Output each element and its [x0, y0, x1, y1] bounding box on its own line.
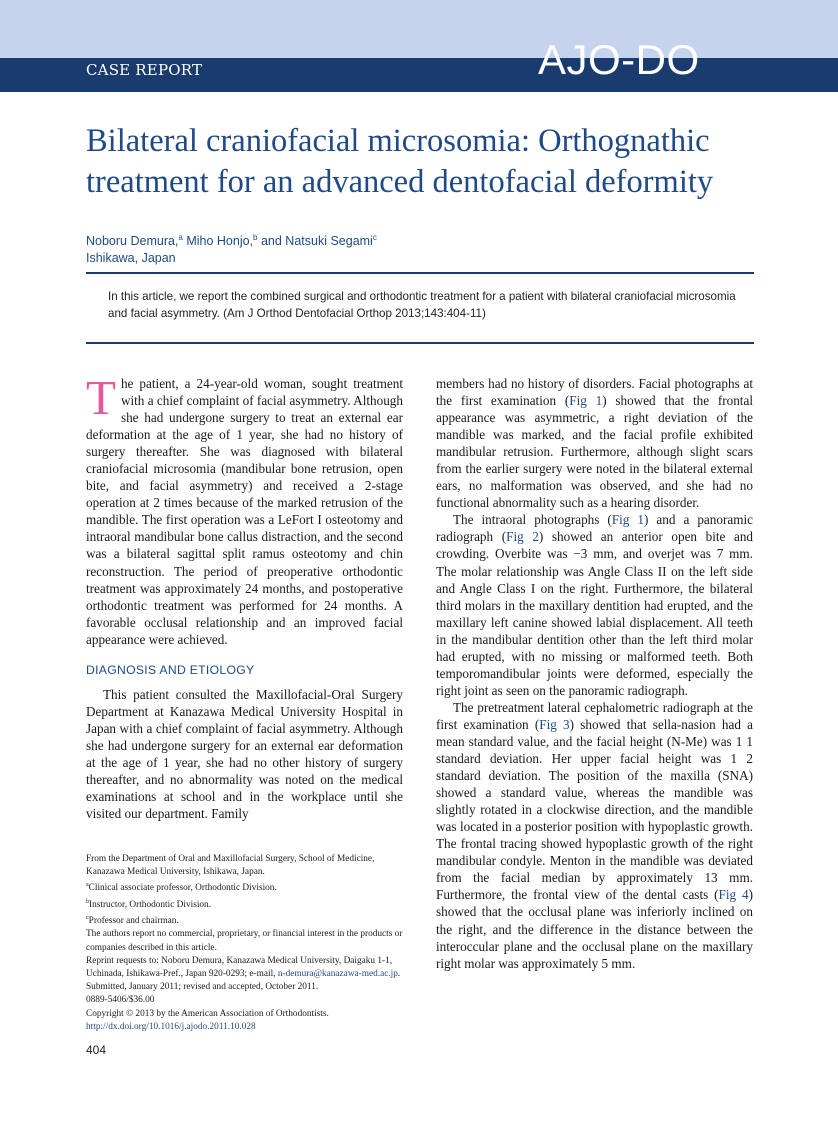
- footnote-c: [86, 912, 404, 928]
- footnote-conflict: The authors report no commercial, proprietary, or financial interest in the products or companies described in this article.: [86, 929, 403, 953]
- body-text: The intraoral photographs (: [453, 512, 612, 528]
- drop-cap: T: [86, 370, 116, 425]
- figure-link[interactable]: Fig 3: [539, 716, 570, 732]
- figure-link[interactable]: Fig 1: [569, 393, 603, 409]
- footnote-text: Instructor, Orthodontic Division.: [89, 899, 212, 910]
- body-text: ) showed that the occlusal plane was inferiorly inclined on the right, and the difference in the distance between the interoccular plane and the occlusal plane on the maxillary right molar was approximately 5 mm.: [436, 887, 753, 971]
- footnote-text: .: [397, 968, 401, 979]
- footnote-copyright: Copyright © 2013 by the American Association of Orthodontists.: [86, 1008, 329, 1019]
- abstract: In this article, we report the combined surgical and orthodontic treatment for a patient with bilateral craniofacial microsomia and facial asymmetry. (Am J Orthod Dentofacial Orthop 2013;143:404-11): [108, 290, 736, 320]
- left-column: [86, 370, 403, 822]
- figure-link[interactable]: Fig 4: [718, 887, 749, 903]
- author-name: and Natsuki Segami: [257, 234, 373, 249]
- body-text: ) showed that sella-nasion had a mean standard value, and the facial height (N-Me) was 1 1 standard deviation. Her upper facial height was 1 2 standard deviation. The position of the maxilla (SNA) showed a standard value, whereas the mandible was slightly rotated in a clockwise direction, and the mandible was located in a posterior position with hypoplastic growth. The frontal tracing showed hypoplastic growth of the right mandibular condyle. Menton in the mandible was deviated from the facial median by approximately 13 mm. Furthermore, the frontal view of the dental casts (: [436, 716, 754, 903]
- footnote-b: [86, 896, 404, 912]
- figure-link[interactable]: Fig 1: [611, 512, 645, 528]
- journal-logo: AJO-DO: [538, 36, 700, 83]
- body-paragraph: [436, 375, 753, 511]
- top-color-band: [0, 0, 838, 58]
- body-paragraph: [436, 511, 753, 699]
- author-affiliation-mark: c: [372, 233, 377, 242]
- body-text: ) showed an anterior open bite and crowding. Overbite was −3 mm, and overjet was 7 mm. The molar relationship was Angle Class II on the left side and Angle Class I on the right. Furthermore, the bilateral third molars in the maxillary dentition had erupted, and the maxillary left canine showed labial displacement. All teeth in the mandibular dentition other than the left third molar had erupted, with no missing or malformed teeth. Both temporomandibular joints were deformed, especially the right joint as seen on the panoramic radiograph.: [436, 529, 754, 698]
- email-link[interactable]: n-demura@kanazawa-med.ac.jp: [277, 968, 398, 979]
- page-number: 404: [86, 1043, 107, 1057]
- intro-text: he patient, a 24-year-old woman, sought treatment with a chief complaint of facial asymmetry. Although she had undergone surgery to treat an external ear deformation at the age of 1 year, she had no history of surgery thereafter. She was diagnosed with bilateral craniofacial microsomia (mandibular bone retrusion, open bite, and facial asymmetry) and received a 2-stage operation at 2 times because of the marked retrusion of the mandible. The first operation was a LeFort I osteotomy and intraoral mandibular bone callus distraction, and the second was a bilateral sagittal split ramus osteotomy and chin reconstruction. The period of preoperative orthodontic treatment was approximately 24 months, and postoperative orthodontic treatment was performed for 24 months. A favorable occlusal relationship and an improved facial appearance were achieved.: [86, 376, 403, 647]
- body-text: members had no history of disorders. Facial photographs at the first examination (: [436, 376, 753, 409]
- section-heading: DIAGNOSIS AND ETIOLOGY: [86, 662, 255, 677]
- author-name: Miho Honjo,: [182, 234, 254, 249]
- author-block: [86, 229, 377, 267]
- body-text: The pretreatment lateral cephalometric radiograph at the first examination (: [436, 699, 753, 732]
- body-text: ) showed that the frontal appearance was asymmetric, a right deviation of the mandible was marked, and the facial profile exhibited mandibular retrusion. Furthermore, although slight scars from the earlier surgery were noted in the bilateral external ears, no malformation was observed, and she had no functional abnormality such as a hearing disorder.: [436, 393, 753, 511]
- footnote-mark: a: [86, 882, 89, 889]
- article-title: Bilateral craniofacial microsomia: Orthognathic treatment for an advanced dentofacial deformity: [86, 123, 714, 200]
- section-label: CASE REPORT: [86, 61, 203, 79]
- footnotes: [86, 853, 404, 1034]
- footnote-mark: b: [86, 898, 89, 905]
- author-list: [86, 229, 377, 250]
- intro-paragraph: [86, 370, 403, 648]
- body-text: ) and a panoramic radiograph (: [436, 512, 753, 545]
- footnote-reprint: [86, 955, 404, 981]
- footnote-text: Professor and chairman.: [88, 916, 179, 927]
- footnote-a: [86, 879, 404, 895]
- footnote-affiliation: From the Department of Oral and Maxillofacial Surgery, School of Medicine, Kanazawa Medical University, Ishikawa, Japan.: [86, 854, 375, 878]
- author-name: Noboru Demura,: [86, 234, 179, 249]
- footnote-mark: c: [86, 915, 89, 921]
- diagnosis-paragraph: This patient consulted the Maxillofacial-Oral Surgery Department at Kanazawa Medical University Hospital in Japan with a chief complaint of facial asymmetry. Although she had undergone surgery for an external ear deformation at the age of 1 year, she had no other history of surgery thereafter, and no abnormality was noted on the medical examinations at school and in the workplace until she visited our department. Family: [86, 686, 403, 822]
- doi-link[interactable]: http://dx.doi.org/10.1016/j.ajodo.2011.10.028: [86, 1021, 256, 1032]
- body-paragraph: [436, 699, 753, 972]
- rule-below-abstract: [86, 342, 754, 344]
- figure-link[interactable]: Fig 2: [506, 529, 539, 545]
- footnote-submitted: Submitted, January 2011; revised and accepted, October 2011.: [86, 982, 319, 993]
- author-affiliation-mark: b: [253, 233, 258, 242]
- author-affiliation-mark: a: [178, 233, 183, 242]
- footnote-text: Clinical associate professor, Orthodontic Division.: [88, 883, 277, 894]
- footnote-text: Reprint requests to: Noboru Demura, Kanazawa Medical University, Daigaku 1-1, Uchinada, Ishikawa-Pref., Japan 920-0293; e-mail,: [86, 955, 393, 979]
- footnote-issn: 0889-5406/$36.00: [86, 995, 155, 1006]
- author-location: Ishikawa, Japan: [86, 251, 176, 266]
- rule-above-abstract: [86, 272, 754, 274]
- right-column: [436, 375, 753, 972]
